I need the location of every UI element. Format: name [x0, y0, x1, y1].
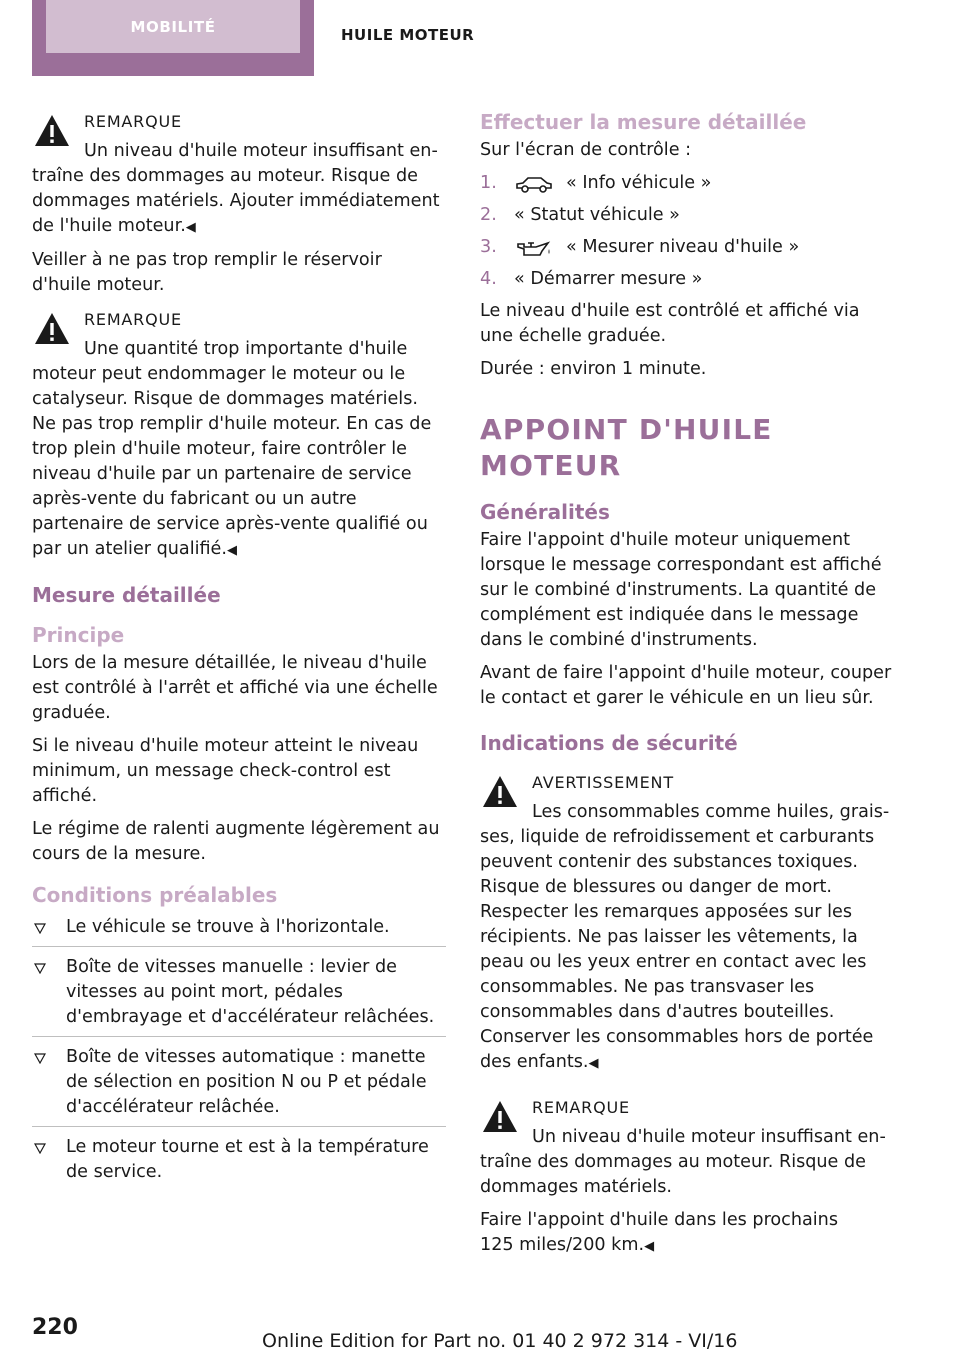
bullet-triangle-icon — [34, 1143, 46, 1154]
end-mark-icon: ◀ — [226, 543, 237, 558]
end-mark-icon: ◀ — [588, 1056, 599, 1071]
list-item — [32, 915, 446, 940]
list-item — [32, 1045, 446, 1120]
paragraph: Veiller à ne pas trop remplir le réservoir d'huile moteur. — [32, 250, 382, 295]
bullet-triangle-icon — [34, 963, 46, 974]
divider — [32, 1126, 446, 1127]
note-text: Un niveau d'huile moteur insuffisant entraîne des dommages au moteur. Risque de dommages matériels. Ajouter immédiatement de l'huile moteur. — [32, 141, 440, 236]
final-text: Faire l'appoint d'huile dans les prochains 125 miles/200 km. — [480, 1210, 838, 1255]
heading-effectuer: Effectuer la mesure détaillée — [480, 110, 807, 134]
steps-list — [480, 171, 894, 292]
step-number: 4. — [480, 269, 497, 289]
left-column — [32, 108, 446, 1191]
header-title: HUILE MOTEUR — [341, 26, 475, 44]
right-column — [480, 108, 894, 1267]
oil-can-icon — [514, 237, 554, 259]
step-text: « Info véhicule » — [566, 173, 712, 193]
paragraph: Le régime de ralenti augmente légèrement au cours de la mesure. — [32, 819, 440, 864]
note-avertissement — [480, 769, 894, 1076]
step-number: 1. — [480, 173, 497, 193]
step-item — [480, 171, 894, 196]
step-text: « Statut véhicule » — [514, 205, 680, 225]
note-text: Une quantité trop importante d'huile moteur peut endommager le moteur ou le catalyseur. Risque de dommages matériels. Ne pas trop remplir d'huile moteur. En cas de trop plein d'huile moteur, faire contrôler le niveau d'huile par un partenaire de service après-vente du fabricant ou un autre partenaire de service après-vente qualifié ou par un atelier qualifié. — [32, 339, 432, 559]
heading-mesure-detaillee: Mesure détaillée — [32, 583, 221, 607]
paragraph: Sur l'écran de contrôle : — [480, 140, 692, 160]
note-remarque-3 — [480, 1094, 894, 1200]
divider — [32, 1036, 446, 1037]
bullet-triangle-icon — [34, 1053, 46, 1064]
heading-generalites: Généralités — [480, 500, 610, 524]
note-label: AVERTISSEMENT — [532, 773, 674, 792]
heading-appoint-huile: APPOINT D'HUILE MOTEUR — [480, 413, 773, 482]
divider — [32, 946, 446, 947]
end-mark-icon: ◀ — [185, 220, 196, 235]
note-label: REMARQUE — [84, 310, 182, 329]
step-item — [480, 235, 894, 260]
paragraph: Durée : environ 1 minute. — [480, 359, 707, 379]
list-item — [32, 1135, 446, 1185]
list-item-text: Boîte de vitesses automatique : manette de sélection en position N ou P et pédale d'accélérateur relâchée. — [66, 1047, 427, 1117]
warning-triangle-icon — [32, 310, 72, 348]
list-item-text: Le véhicule se trouve à l'horizontale. — [66, 917, 390, 937]
conditions-list — [32, 915, 446, 1185]
bullet-triangle-icon — [34, 923, 46, 934]
step-item — [480, 203, 894, 228]
list-item-text: Le moteur tourne et est à la température de service. — [66, 1137, 429, 1182]
warning-triangle-icon — [480, 773, 520, 811]
footer-edition: Online Edition for Part no. 01 40 2 972 314 - VI/16 — [262, 1330, 738, 1352]
heading-conditions: Conditions préalables — [32, 883, 278, 907]
step-number: 3. — [480, 237, 497, 257]
step-number: 2. — [480, 205, 497, 225]
end-mark-icon: ◀ — [644, 1239, 655, 1254]
step-item — [480, 267, 894, 292]
paragraph: Lors de la mesure détaillée, le niveau d'huile est contrôlé à l'arrêt et affiché via une échelle graduée. — [32, 653, 438, 723]
note-remarque-2 — [32, 306, 446, 563]
warning-triangle-icon — [480, 1098, 520, 1136]
note-text: Les consommables comme huiles, graisses, liquide de refroidissement et carburants peuvent contenir des substances toxiques. Risque de blessures ou danger de mort. Respecter les remarques apposées sur les récipients. Ne pas laisser les vêtements, la peau ou les yeux entrer en contact avec les consommables. Ne pas transvaser les consommables dans d'autres bouteilles. Conserver les consommables hors de portée des enfants. — [480, 802, 890, 1072]
page-number: 220 — [32, 1315, 78, 1340]
paragraph: Si le niveau d'huile moteur atteint le niveau minimum, un message check-control est affiché. — [32, 736, 419, 806]
paragraph: Le niveau d'huile est contrôlé et affiché via une échelle graduée. — [480, 301, 860, 346]
header-tab — [32, 0, 314, 76]
step-text: « Mesurer niveau d'huile » — [566, 237, 800, 257]
car-icon — [514, 173, 554, 195]
heading-principe: Principe — [32, 623, 125, 647]
heading-securite: Indications de sécurité — [480, 731, 738, 755]
list-item-text: Boîte de vitesses manuelle : levier de vitesses au point mort, pédales d'embrayage et d'accélérateur relâchées. — [66, 957, 435, 1027]
warning-triangle-icon — [32, 112, 72, 150]
step-text: « Démarrer mesure » — [514, 269, 703, 289]
paragraph: Avant de faire l'appoint d'huile moteur, couper le contact et garer le véhicule en un lieu sûr. — [480, 663, 892, 708]
note-label: REMARQUE — [532, 1098, 630, 1117]
list-item — [32, 955, 446, 1030]
header-section-label: MOBILITÉ — [46, 0, 300, 53]
note-label: REMARQUE — [84, 112, 182, 131]
paragraph: Faire l'appoint d'huile moteur uniquement lorsque le message correspondant est affiché sur le combiné d'instruments. La quantité de complément est indiquée dans le message dans le combiné d'instruments. — [480, 530, 882, 650]
note-text: Un niveau d'huile moteur insuffisant entraîne des dommages au moteur. Risque de dommages matériels. — [480, 1127, 886, 1197]
note-remarque-1 — [32, 108, 446, 240]
paragraph — [480, 1208, 850, 1259]
